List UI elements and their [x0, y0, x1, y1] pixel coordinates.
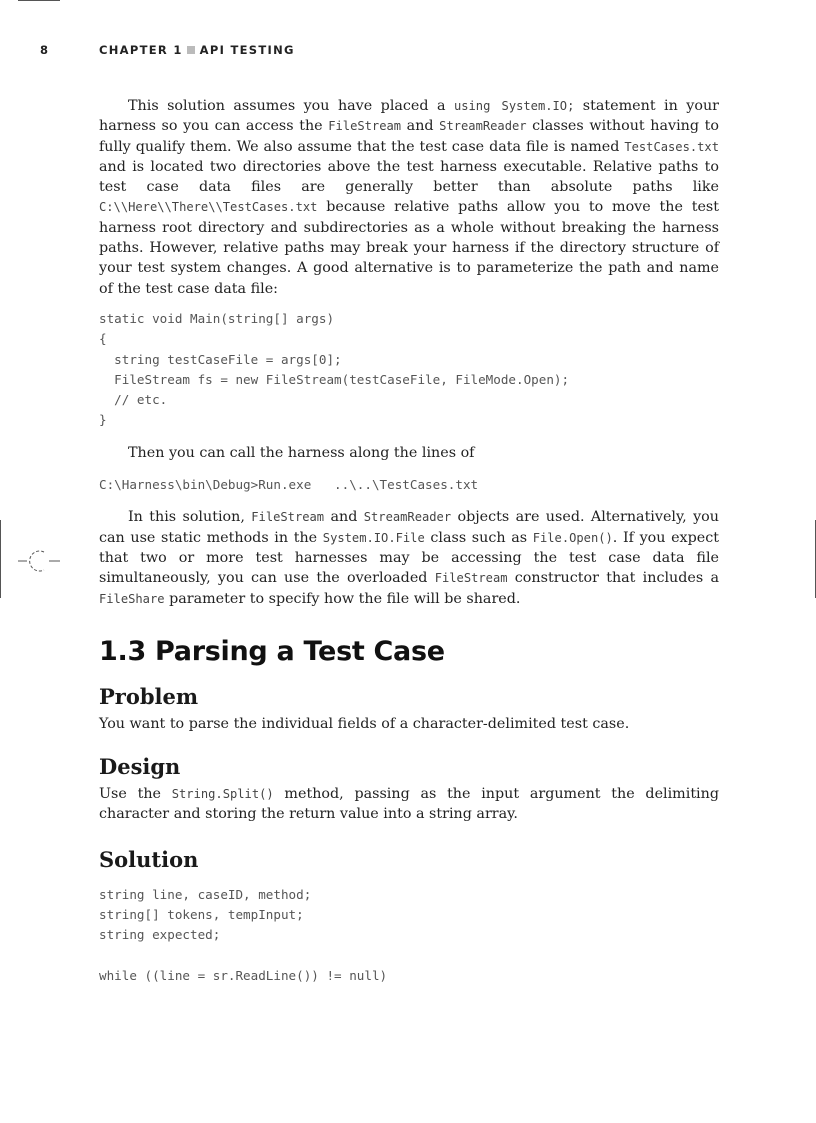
- text-run: classes without having to fully qualify them. We also assume that the test case data file is named: [99, 118, 719, 155]
- crop-mark-left: [0, 520, 1, 598]
- design-heading: Design: [99, 754, 181, 780]
- paragraph-relative-paths: [99, 96, 719, 299]
- text-run: and: [401, 118, 440, 135]
- chapter-label: [99, 43, 295, 57]
- text-run: because relative paths allow you to move the test harness root directory and subdirectories as a whole without breaking the harness paths. However, relative paths may break your harness if the directory structure of your test system changes. A good alternative is to parameterize the path and name of the test case data file:: [99, 199, 719, 297]
- inline-code: TestCases.txt: [624, 139, 719, 154]
- text-run: and is located two directories above the test harness executable. Relative paths to test case data files are generally better than absolute paths like: [99, 158, 719, 196]
- page-body: [99, 96, 719, 986]
- inline-code: FileStream: [328, 119, 402, 134]
- code-block-while-loop: while ((line = sr.ReadLine()) != null): [99, 967, 388, 983]
- inline-code: File.Open(): [532, 530, 613, 545]
- text-run: In this solution,: [128, 509, 252, 526]
- text-run: constructor that includes a: [507, 570, 719, 587]
- square-bullet-icon: [187, 46, 195, 54]
- inline-code: FileShare: [99, 591, 165, 606]
- text-run: Use the: [99, 786, 172, 803]
- solution-heading: Solution: [99, 846, 199, 872]
- inline-code: StreamReader: [363, 510, 452, 525]
- registration-mark-icon: [18, 549, 60, 573]
- text-run: and: [324, 509, 364, 526]
- code-block-declarations: string line, caseID, method; string[] tokens, tempInput; string expected;: [99, 886, 312, 943]
- text-run: method, passing as the input argument the delimiting character and storing the return value into a string array.: [99, 786, 719, 823]
- text-run: . If you expect that two or more test harnesses may be accessing the test case data file simultaneously, you can use the overloaded: [99, 529, 719, 587]
- inline-code: FileStream: [251, 510, 325, 525]
- chapter-number: CHAPTER 1: [99, 43, 183, 57]
- code-block-main: static void Main(string[] args) { string testCaseFile = args[0]; FileStream fs = new FileStream(testCaseFile, FileMode.Open); // etc. }: [99, 310, 570, 428]
- text-run: parameter to specify how the file will be shared.: [164, 590, 521, 607]
- inline-code: C:\\Here\\There\\TestCases.txt: [99, 200, 318, 215]
- text-run: statement in your harness so you can access the: [99, 98, 719, 135]
- inline-code: System.IO.File: [322, 530, 425, 545]
- inline-code: StreamReader: [439, 119, 527, 134]
- inline-code: using System.IO;: [453, 99, 575, 113]
- crop-mark-top: [18, 0, 60, 1]
- chapter-title: API TESTING: [199, 43, 295, 57]
- running-header: [40, 43, 776, 59]
- section-title: 1.3 Parsing a Test Case: [99, 635, 445, 667]
- inline-code: String.Split(): [171, 787, 274, 802]
- text-run: This solution assumes you have placed a: [128, 98, 454, 114]
- paragraph-static-methods: [99, 507, 719, 608]
- page-number: 8: [40, 43, 50, 57]
- problem-heading: Problem: [99, 683, 199, 709]
- problem-text: You want to parse the individual fields of a character-delimited test case.: [99, 715, 630, 732]
- paragraph-call-harness: Then you can call the harness along the lines of: [128, 444, 475, 461]
- inline-code: FileStream: [434, 571, 508, 586]
- design-text: [99, 784, 719, 825]
- text-run: objects are used. Alternatively, you can use static methods in the: [99, 509, 719, 546]
- text-run: class such as: [424, 529, 533, 546]
- code-block-command: C:\Harness\bin\Debug>Run.exe ..\..\TestCases.txt: [99, 477, 479, 493]
